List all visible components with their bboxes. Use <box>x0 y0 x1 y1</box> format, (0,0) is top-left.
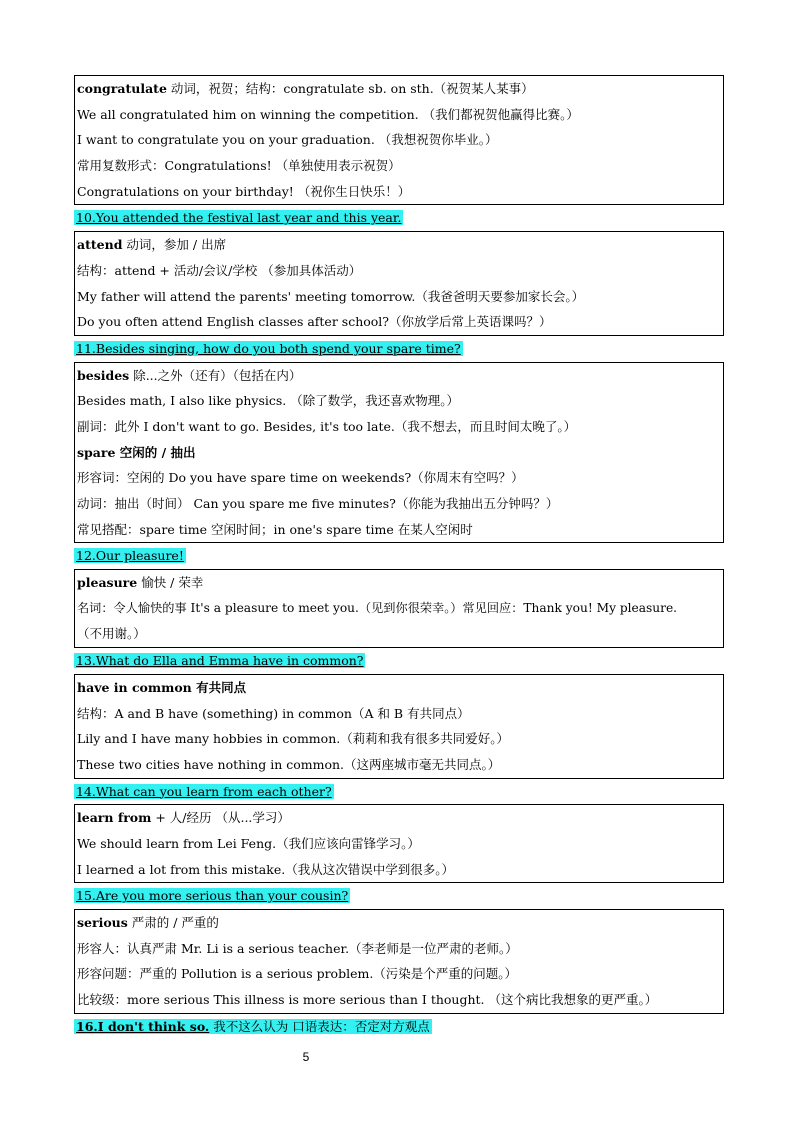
vocab-head: pleasure 愉快 / 荣幸 <box>77 575 204 591</box>
vocab-box-learn-from <box>74 804 724 883</box>
example-line: 结构：A and B have (something) in common（A 和 B 有共同点） <box>77 705 470 721</box>
example-line: My father will attend the parents' meeting tomorrow.（我爸爸明天要参加家长会。） <box>77 288 585 304</box>
question-16: 16.I don't think so. 我不这么认为 口语表达：否定对方观点 <box>76 1018 430 1034</box>
vocab-box-congratulate <box>74 75 724 205</box>
question-11: 11.Besides singing, how do you both spend your spare time? <box>76 340 461 356</box>
example-line: 副词：此外 I don't want to go. Besides, it's too late.（我不想去，而且时间太晚了。） <box>77 418 577 434</box>
vocab-box-serious <box>74 909 724 1014</box>
question-12: 12.Our pleasure! <box>76 548 184 564</box>
example-line: 比较级：more serious This illness is more serious than I thought. （这个病比我想象的更严重。） <box>77 992 658 1008</box>
question-10: 10.You attended the festival last year and this year. <box>76 210 402 226</box>
vocab-box-besides-spare <box>74 362 724 544</box>
example-line: I learned a lot from this mistake.（我从这次错误中学到很多。） <box>77 861 454 877</box>
example-line: 常用复数形式：Congratulations! （单独使用表示祝贺） <box>77 158 401 174</box>
example-line: 常见搭配：spare time 空闲时间；in one's spare time 在某人空闲时 <box>77 521 473 537</box>
example-line: 动词：抽出（时间） Can you spare me five minutes?（你能为我抽出五分钟吗？） <box>77 496 559 511</box>
example-line: Besides math, I also like physics. （除了数学，我还喜欢物理。） <box>77 393 459 409</box>
vocab-head: attend 动词，参加 / 出席 <box>77 237 227 253</box>
example-line: 形容人：认真严肃 Mr. Li is a serious teacher.（李老师是一位严肃的老师。） <box>77 940 518 956</box>
vocab-head: learn from + 人/经历 （从...学习） <box>77 810 290 826</box>
vocab-box-attend <box>74 231 724 336</box>
vocab-head: have in common 有共同点 <box>77 679 247 695</box>
example-line: 形容问题：严重的 Pollution is a serious problem.（污染是个严重的问题。） <box>77 966 518 982</box>
vocab-head: serious 严肃的 / 严重的 <box>77 915 219 930</box>
question-15: 15.Are you more serious than your cousin? <box>76 888 349 904</box>
example-line: 结构：attend + 活动/会议/学校 （参加具体活动） <box>77 262 362 278</box>
vocab-head: besides 除...之外（还有）（包括在内） <box>77 367 302 383</box>
vocab-head: congratulate 动词，祝贺；结构：congratulate sb. on sth.（祝贺某人某事） <box>77 81 534 96</box>
page-content <box>74 75 724 1039</box>
example-line: We should learn from Lei Feng.（我们应该向雷锋学习。） <box>77 835 420 851</box>
page-number: 5 <box>302 1050 310 1064</box>
example-line: 名词：令人愉快的事 It's a pleasure to meet you.（见到你很荣幸。）常见回应：Thank you! My pleasure. <box>77 600 678 615</box>
example-line: 形容词：空闲的 Do you have spare time on weekends?（你周末有空吗？） <box>77 470 524 486</box>
example-line: （不用谢。） <box>77 626 146 642</box>
vocab-subhead: spare 空闲的 / 抽出 <box>77 444 196 460</box>
vocab-box-pleasure <box>74 569 724 648</box>
example-line: Lily and I have many hobbies in common.（莉莉和我有很多共同爱好。） <box>77 731 509 747</box>
question-14: 14.What can you learn from each other? <box>76 783 332 799</box>
example-line: I want to congratulate you on your graduation. （我想祝贺你毕业。） <box>77 132 498 148</box>
example-line: Congratulations on your birthday! （祝你生日快乐！） <box>77 183 411 199</box>
question-13: 13.What do Ella and Emma have in common? <box>76 653 364 669</box>
example-line: These two cities have nothing in common.（这两座城市毫无共同点。） <box>77 756 501 772</box>
example-line: Do you often attend English classes after school?（你放学后常上英语课吗？） <box>77 314 552 330</box>
example-line: We all congratulated him on winning the competition. （我们都祝贺他赢得比赛。） <box>77 106 579 122</box>
vocab-box-have-in-common <box>74 674 724 779</box>
